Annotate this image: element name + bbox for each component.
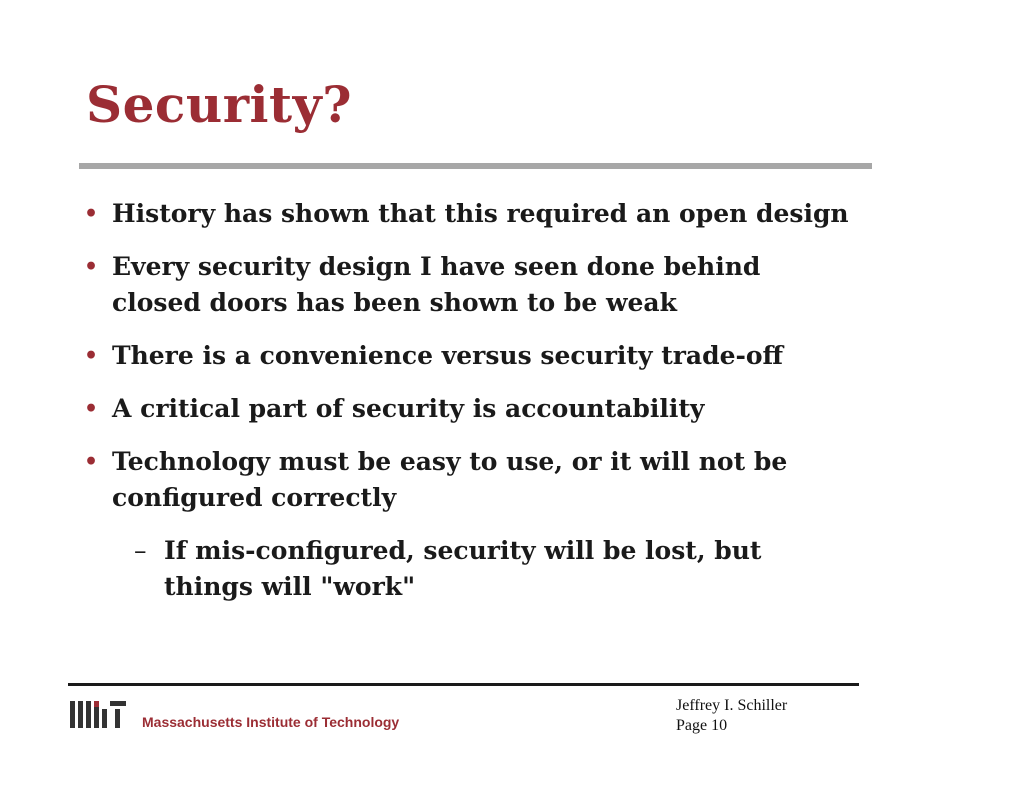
- sub-bullet-item: [82, 533, 804, 605]
- bullet-text: A critical part of security is accountability: [112, 394, 705, 423]
- institute-name: Massachusetts Institute of Technology: [142, 714, 400, 730]
- bullet-text: History has shown that this required an open design: [112, 199, 849, 228]
- slide-title: Security?: [86, 75, 352, 134]
- sub-bullet-text: If mis-configured, security will be lost, but things will "work": [164, 536, 762, 601]
- bullet-marker: •: [84, 343, 99, 369]
- sub-bullet-marker: –: [134, 536, 147, 565]
- bullet-item: [82, 338, 902, 374]
- bullet-marker: •: [84, 201, 99, 227]
- bullet-item: [82, 249, 812, 321]
- bullet-marker: •: [84, 254, 99, 280]
- footer-divider: [68, 683, 859, 686]
- bullet-list: [82, 196, 902, 622]
- bullet-text: Every security design I have seen done behind closed doors has been shown to be weak: [112, 252, 761, 317]
- mit-logo-icon: [70, 701, 126, 728]
- bullet-item: [82, 444, 842, 516]
- bullet-marker: •: [84, 449, 99, 475]
- author-name: Jeffrey I. Schiller: [676, 697, 788, 714]
- bullet-text: There is a convenience versus security trade-off: [112, 341, 784, 370]
- bullet-marker: •: [84, 396, 99, 422]
- bullet-item: [82, 196, 902, 232]
- bullet-text: Technology must be easy to use, or it will not be configured correctly: [112, 447, 788, 512]
- title-divider: [79, 163, 872, 169]
- bullet-item: [82, 391, 902, 427]
- page-number: Page 10: [676, 717, 728, 734]
